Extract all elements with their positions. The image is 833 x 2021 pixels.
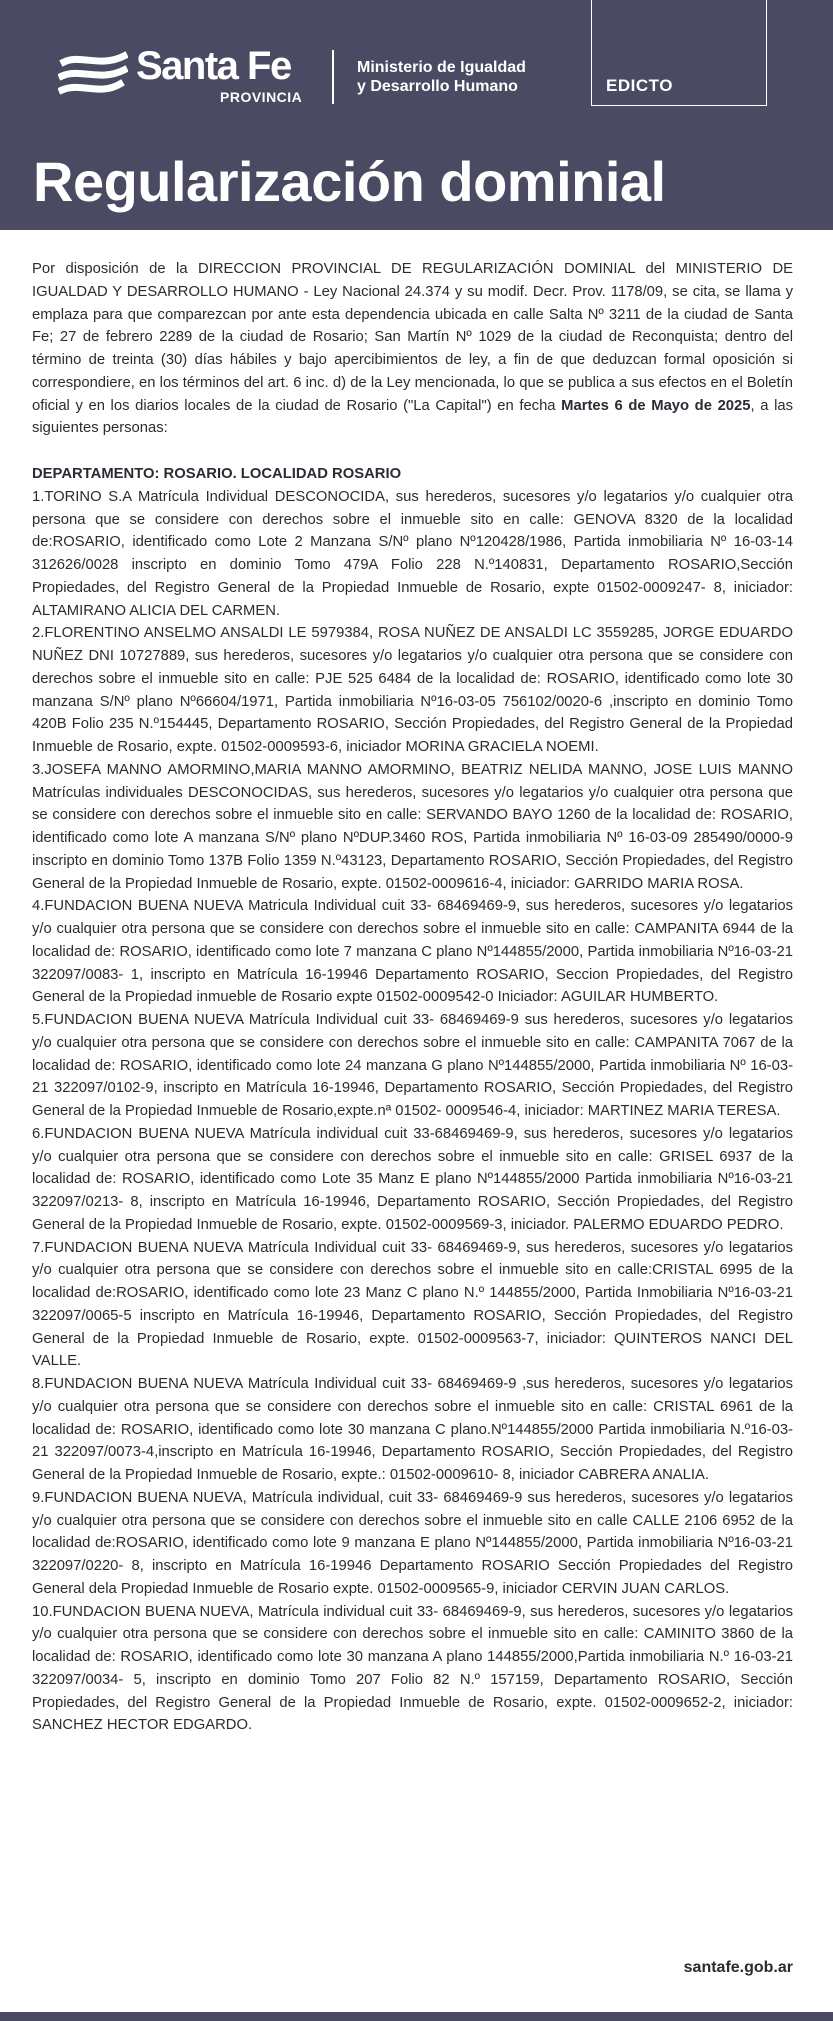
intro-paragraph	[32, 258, 793, 440]
footer-bar	[0, 2012, 833, 2021]
publication-date: Martes 6 de Mayo de 2025	[561, 397, 751, 414]
brand-subtitle: PROVINCIA	[220, 89, 303, 105]
list-item: 1.TORINO S.A Matrícula Individual DESCONOCIDA, sus herederos, sucesores y/o legatarios y/o cualquier otra persona que se considere con derechos sobre el inmueble sito en calle: GENOVA 8320 de la localidad de:ROSARIO, identificado como Lote 2 Manzana S/Nº plano Nº120428/1986, Partida inmobiliaria Nº 16-03-14 312626/0028 inscripto en dominio Tomo 479A Folio 228 N.º140831, Departamento ROSARIO,Sección Propiedades, del Registro General de la Propiedad Inmueble de Rosario, expte 01502-0009247- 8, iniciador: ALTAMIRANO ALICIA DEL CARMEN.	[32, 488, 793, 619]
list-item: 7.FUNDACION BUENA NUEVA Matrícula Individual cuit 33- 68469469-9, sus herederos, sucesores y/o legatarios y/o cualquier otra persona que se considere con derechos sobre el inmueble sito en calle:CRISTAL 6995 de la localidad de:ROSARIO, identificado como lote 23 Manz C plano N.º 144855/2000, Partida Inmobiliaria Nº16-03-21 322097/0065-5 inscripto en Matrícula 16-19946, Departamento ROSARIO, Sección Propiedades, del Registro General de la Propiedad Inmueble de Rosario, expte. 01502-0009563-7, iniciador: QUINTEROS NANCI DEL VALLE.	[32, 1239, 793, 1370]
list-item: 8.FUNDACION BUENA NUEVA Matrícula Individual cuit 33- 68469469-9 ,sus herederos, sucesores y/o legatarios y/o cualquier otra persona que se considere con derechos sobre el inmueble sito en calle: CRISTAL 6961 de la localidad de: ROSARIO, identificado como lote 30 manzana C plano.Nº144855/2000 Partida inmobiliaria N.º16-03-21 322097/0073-4,inscripto en Matrícula 16-19946, Departamento ROSARIO, Sección Propiedades, del Registro General de la Propiedad Inmueble de Rosario, expte.: 01502-0009610- 8, iniciador CABRERA ANALIA.	[32, 1376, 793, 1483]
header-divider	[332, 50, 334, 104]
ministry-line-1: Ministerio de Igualdad	[357, 59, 526, 76]
page-title: Regularización dominial	[33, 150, 666, 213]
santa-fe-logo-icon	[58, 50, 128, 104]
ministry-line-2: y Desarrollo Humano	[357, 78, 518, 95]
header-banner	[0, 0, 833, 230]
edict-body	[32, 258, 793, 1737]
ministry-name	[357, 58, 526, 96]
footer-website-link[interactable]: santafe.gob.ar	[683, 1959, 793, 1976]
list-item: 9.FUNDACION BUENA NUEVA, Matrícula individual, cuit 33- 68469469-9 sus herederos, sucesores y/o legatarios y/o cualquier otra persona que se considere con derechos sobre el inmueble sito en calle CALLE 2106 6952 de la localidad de:ROSARIO, identificado como lote 9 manzana E plano Nº144855/2000, Partida inmobiliaria Nº16-03-21 322097/0220- 8, inscripto en Matrícula 16-19946 Departamento ROSARIO Sección Propiedades del Registro General dela Propiedad Inmueble de Rosario expte. 01502-0009565-9, iniciador CERVIN JUAN CARLOS.	[32, 1489, 793, 1597]
intro-tail: , a las siguientes personas:	[32, 397, 794, 437]
list-item: 10.FUNDACION BUENA NUEVA, Matrícula individual cuit 33- 68469469-9, sus herederos, sucesores y/o legatarios y/o cualquier otra persona que se considere con derechos sobre el inmueble sito en calle: CAMINITO 3860 de la localidad de: ROSARIO, identificado como lote 30 manzana A plano 144855/2000,Partida inmobiliaria N.º 16-03-21 322097/0034- 5, inscripto en dominio Tomo 207 Folio 82 N.º 157159, Departamento ROSARIO, Sección Propiedades, del Registro General de la Propiedad Inmueble de Rosario, expte. 01502-0009652-2, iniciador: SANCHEZ HECTOR EDGARDO.	[32, 1603, 793, 1734]
list-item: 2.FLORENTINO ANSELMO ANSALDI LE 5979384, ROSA NUÑEZ DE ANSALDI LC 3559285, JORGE EDUARDO NUÑEZ DNI 10727889, sus herederos, sucesores y/o legatarios y/o cualquier otra persona que se considere con derechos sobre el inmueble sito en calle: PJE 525 6484 de la localidad de: ROSARIO, identificado como lote 30 manzana S/Nº plano Nº66604/1971, Partida inmobiliaria Nº16-03-05 756102/0020-6 ,inscripto en dominio Tomo 420B Folio 235 N.º154445, Departamento ROSARIO, Sección Propiedades, del Registro General de la Propiedad Inmueble de Rosario, expte. 01502-0009593-6, iniciador MORINA GRACIELA NOEMI.	[32, 625, 793, 755]
brand-name: Santa Fe	[136, 44, 291, 88]
list-item: 3.JOSEFA MANNO AMORMINO,MARIA MANNO AMORMINO, BEATRIZ NELIDA MANNO, JOSE LUIS MANNO Matrículas individuales DESCONOCIDAS, sus herederos, sucesores y/o legatarios y/o cualquier otra persona que se considere con derechos sobre el inmueble sito en calle: SERVANDO BAYO 1260 de la localidad de: ROSARIO, identificado como lote A manzana S/Nº plano NºDUP.3460 ROS, Partida inmobiliaria Nº 16-03-09 285490/0000-9 inscripto en dominio Tomo 137B Folio 1359 N.º43123, Departamento ROSARIO, Sección Propiedades, del Registro General de la Propiedad Inmueble de Rosario, expte. 01502-0009616-4, iniciador: GARRIDO MARIA ROSA.	[32, 761, 793, 892]
list-item: 6.FUNDACION BUENA NUEVA Matrícula individual cuit 33-68469469-9, sus herederos, sucesores y/o legatarios y/o cualquier otra persona que se considere con derechos sobre el inmueble sito en calle: GRISEL 6937 de la localidad de: ROSARIO, identificado como Lote 35 Manz E plano Nº144855/2000 Partida inmobiliaria Nº16-03-21 322097/0213- 8, inscripto en Matrícula 16-19946, Departamento ROSARIO, Sección Propiedades, del Registro General de la Propiedad Inmueble de Rosario, expte. 01502-0009569-3, iniciador. PALERMO EDUARDO PEDRO.	[32, 1125, 793, 1233]
list-item: 5.FUNDACION BUENA NUEVA Matrícula Individual cuit 33- 68469469-9 sus herederos, sucesores y/o legatarios y/o cualquier otra persona que se considere con derechos sobre el inmueble sito en calle: CAMPANITA 7067 de la localidad de: ROSARIO, identificado como lote 24 manzana G plano Nº144855/2000, Partida inmobiliaria Nº 16-03-21 322097/0102-9, inscripto en Matrícula 16-19946, Departamento ROSARIO, Sección Propiedades, del Registro General de la Propiedad Inmueble de Rosario,expte.nª 01502- 0009546-4, iniciador: MARTINEZ MARIA TERESA.	[32, 1012, 793, 1119]
list-item: 4.FUNDACION BUENA NUEVA Matricula Individual cuit 33- 68469469-9, sus herederos, sucesores y/o legatarios y/o cualquier otra persona que se considere con derechos sobre el inmueble sito en calle: CAMPANITA 6944 de la localidad de: ROSARIO, identificado como lote 7 manzana C plano Nº144855/2000, Partida inmobiliaria Nº16-03-21 322097/0083- 1, inscripto en Matrícula 16-19946 Departamento ROSARIO, Seccion Propiedades, del Registro General de la Propiedad inmueble de Rosario expte 01502-0009542-0 Iniciador: AGUILAR HUMBERTO.	[32, 898, 793, 1006]
department-heading: DEPARTAMENTO: ROSARIO. LOCALIDAD ROSARIO	[32, 466, 402, 482]
edicto-badge: EDICTO	[606, 76, 673, 95]
intro-text: Por disposición de la DIRECCION PROVINCIAL DE REGULARIZACIÓN DOMINIAL del MINISTERIO DE IGUALDAD Y DESARROLLO HUMANO - Ley Nacional 24.374 y su modif. Decr. Prov. 1178/09, se cita, se llama y emplaza para que comparezcan por ante esta dependencia ubicada en calle Salta Nº 3211 de la ciudad de Santa Fe; 27 de febrero 2289 de la ciudad de Rosario; San Martín Nº 1029 de la ciudad de Reconquista; dentro del término de treinta (30) días hábiles y bajo apercibimientos de ley, a fin de que deduzcan formal oposición si correspondiere, en los términos del art. 6 inc. d) de la Ley mencionada, lo que se publica a sus efectos en el Boletín oficial y en los diarios locales de la ciudad de Rosario ("La Capital") en fecha	[32, 261, 793, 414]
